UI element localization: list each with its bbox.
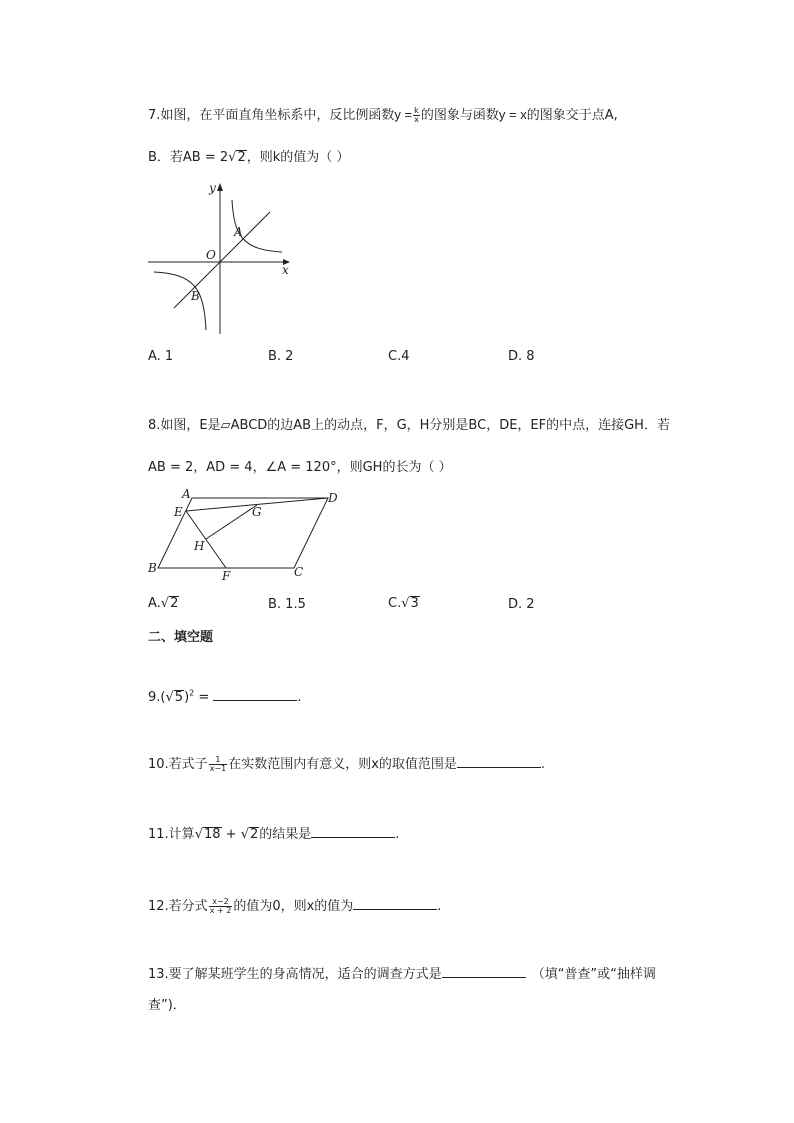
label-E: E [174,505,183,519]
q8-line1: 8.如图，E是▱ABCD的边AB上的动点，F，G，H分别是BC，DE，EF的中点，连接GH．若 [148,418,670,433]
q8-option-d: D. 2 [508,597,535,612]
q7-frac-den: x [414,115,419,124]
q7-text-a: 7.如图，在平面直角坐标系中，反比例函数 [148,108,395,123]
q11-rad1: 18 [203,827,221,842]
q8-opt-a-rad: 2 [170,596,179,611]
label-D: D [328,491,338,505]
label-G: G [252,505,262,519]
q7-line2 [148,146,349,165]
sqrt-icon: √2 [228,150,246,165]
q7-text-b: 的图象与函数 [420,108,499,123]
q8-option-a [148,596,179,611]
q12-den: x + 2 [209,906,232,915]
label-H: H [194,539,205,553]
q8-opt-a-pre: A. [148,596,161,611]
q11-plus: + [221,827,241,842]
q9 [148,688,302,705]
q8-opt-c-pre: C. [388,596,402,611]
q11-rad2: 2 [250,827,259,842]
q7-line2-a: B．若AB = 2 [148,150,229,165]
q13-line1-b: （填“普查”或“抽样调 [531,967,656,982]
label-F: F [222,569,231,582]
section-title: 二、填空题 [148,630,214,645]
q10-pre: 10.若式子 [148,757,208,772]
q12-pre: 12.若分式 [148,899,208,914]
sqrt-icon: √3 [401,596,419,611]
q13-answer-blank[interactable] [442,965,526,978]
q13-line2: 查”)． [148,998,186,1013]
q7-option-d: D. 8 [508,349,535,364]
label-x: x [282,263,289,277]
label-B: B [148,561,157,575]
q10-fraction [209,756,228,773]
q10-answer-blank[interactable] [457,755,541,768]
q10-den: x−1 [209,764,227,773]
sqrt-icon: √2 [240,827,259,842]
segment-ef [186,511,226,568]
q11-post: 的结果是 [259,827,312,842]
q12-fraction [209,898,233,915]
label-b: B [191,289,200,303]
label-y: y [209,181,216,195]
q9-sup: 2 [189,688,195,698]
q7-option-c: C.4 [388,349,410,364]
q7-figure [146,180,296,336]
q12 [148,895,441,915]
q13-line1 [148,963,656,982]
sqrt-icon: √5 [165,690,184,705]
q12-end: . [437,899,442,914]
segment-gh [206,505,257,539]
q12-num: x−2 [209,898,233,907]
label-a: A [234,225,243,239]
sqrt-icon: √18 [194,827,221,842]
q10-num: 1 [209,756,228,765]
q8-line2: AB = 2，AD = 4，∠A = 120°，则GH的长为（ ） [148,460,452,475]
q10 [148,753,545,773]
q7-frac-num: k [414,106,419,115]
q7-line1 [148,104,618,124]
y-axis-arrow-icon [217,183,223,191]
q8-opt-c-rad: 3 [410,596,419,611]
q7-yx: y = x [498,107,527,122]
sqrt-icon: √2 [160,596,179,611]
q10-post: 在实数范围内有意义，则x的取值范围是 [228,757,457,772]
q7-line2-b: ，则k的值为（ ） [246,150,350,165]
q12-post: 的值为0，则x的值为 [233,899,354,914]
q9-eq: = [194,690,214,705]
q9-answer-blank[interactable] [213,688,297,701]
q7-y-eq: y = [394,107,413,122]
q11-pre: 11.计算 [148,827,195,842]
q11-answer-blank[interactable] [311,825,395,838]
q7-sqrt-val: 2 [237,150,246,165]
q7-option-b: B. 2 [268,349,294,364]
label-C: C [294,565,304,579]
q8-option-c [388,596,420,611]
q11-end: . [395,827,400,842]
q8-figure [146,486,346,582]
q7-fraction [413,107,420,124]
label-o: O [206,248,216,262]
q9-end: . [297,690,302,705]
line-y-eq-x [174,212,270,308]
label-A: A [182,487,191,501]
q10-end: . [540,757,546,772]
q9-pre: 9.( [148,690,166,705]
q11 [148,823,399,842]
q9-post: ) [184,690,190,705]
q13-line1-text: 13.要了解某班学生的身高情况，适合的调查方式是 [148,967,442,982]
parallelogram-abcd [158,498,328,568]
q7-text-c: 的图象交于点A, [526,108,618,123]
q9-rad: 5 [174,690,184,705]
q12-answer-blank[interactable] [353,897,437,910]
q7-option-a: A. 1 [148,349,174,364]
q8-option-b: B. 1.5 [268,597,306,612]
